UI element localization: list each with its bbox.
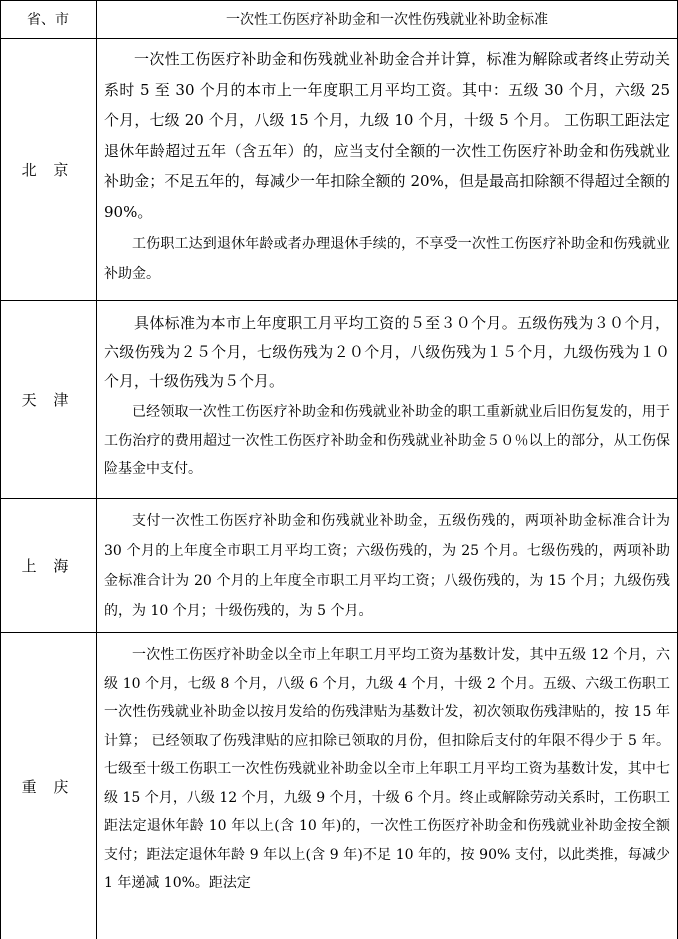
column-divider — [96, 0, 97, 939]
chongqing-standard-text — [104, 641, 670, 898]
row-divider — [0, 498, 678, 499]
city-beijing: 北 京 — [21, 161, 75, 179]
header-province-city: 省、市 — [27, 12, 69, 28]
city-shanghai: 上 海 — [21, 557, 75, 575]
row-divider — [0, 300, 678, 301]
tianjin-paragraph-1: 具体标准为本市上年度职工月平均工资的５至３０个月。五级伤残为３０个月，六级伤残为２５个月，七级伤残为２０个月，八级伤残为１５个月，九级伤残为１０个月，十级伤残为５个月。 — [104, 314, 670, 390]
city-tianjin: 天 津 — [21, 391, 75, 409]
beijing-standard-text — [104, 44, 670, 289]
beijing-paragraph-2: 工伤职工达到退休年龄或者办理退休手续的，不享受一次性工伤医疗补助金和伤残就业补助金。 — [104, 236, 670, 282]
tianjin-standard-text — [104, 309, 670, 484]
header-divider — [0, 38, 678, 39]
row-divider — [0, 632, 678, 633]
city-chongqing: 重 庆 — [21, 777, 75, 796]
beijing-paragraph-1: 一次性工伤医疗补助金和伤残就业补助金合并计算，标准为解除或者终止劳动关系时 5 至 30 个月的本市上一年度职工月平均工资。其中：五级 30 个月，六级 25 个月，七级 20 个月，八级 15 个月，九级 10 个月，十级 5 个月。 工伤职工距法定退休年龄超过五年（含五年）的，应当支付全额的一次性工伤医疗补助金和伤残就业补助金；不足五年的，每减少一年扣除全额的 20%，但是最高扣除额不得超过全额的 90%。 — [104, 50, 670, 221]
header-standard-title: 一次性工伤医疗补助金和一次性伤残就业补助金标准 — [226, 12, 548, 28]
shanghai-standard-text — [104, 506, 670, 626]
chongqing-paragraph-1: 一次性工伤医疗补助金以全市上年职工月平均工资为基数计发，其中五级 12 个月，六级 10 个月，七级 8 个月，八级 6 个月，九级 4 个月，十级 2 个月。五级、六级工伤职工一次性伤残就业补助金以按月发给的伤残津贴为基数计发，初次领取伤残津贴的，按 15 年计算； 已经领取了伤残津贴的应扣除已领取的月份，但扣除后支付的年限不得少于 5 年。七级至十级工伤职工一次性伤残就业补助金以全市上年职工月平均工资为基数计发，其中七级 15 个月，八级 12 个月，九级 9 个月，十级 6 个月。终止或解除劳动关系时，工伤职工距法定退休年龄 10 年以上(含 10 年)的，一次性工伤医疗补助金和伤残就业补助金按全额支付；距法定退休年龄 9 年以上(含 9 年)不足 10 年的，按 90% 支付，以此类推，每减少 1 年递减 10%。距法定 — [104, 647, 670, 891]
shanghai-paragraph-1: 支付一次性工伤医疗补助金和伤残就业补助金，五级伤残的，两项补助金标准合计为 30 个月的上年度全市职工月平均工资；六级伤残的，为 25 个月。七级伤残的，两项补助金标准合计为 20 个月的上年度全市职工月平均工资；八级伤残的，为 15 个月；九级伤残的，为 10 个月；十级伤残的，为 5 个月。 — [104, 513, 670, 619]
tianjin-paragraph-2: 已经领取一次性工伤医疗补助金和伤残就业补助金的职工重新就业后旧伤复发的，用于工伤治疗的费用超过一次性工伤医疗补助金和伤残就业补助金５０％以上的部分，从工伤保险基金中支付。 — [104, 404, 670, 477]
